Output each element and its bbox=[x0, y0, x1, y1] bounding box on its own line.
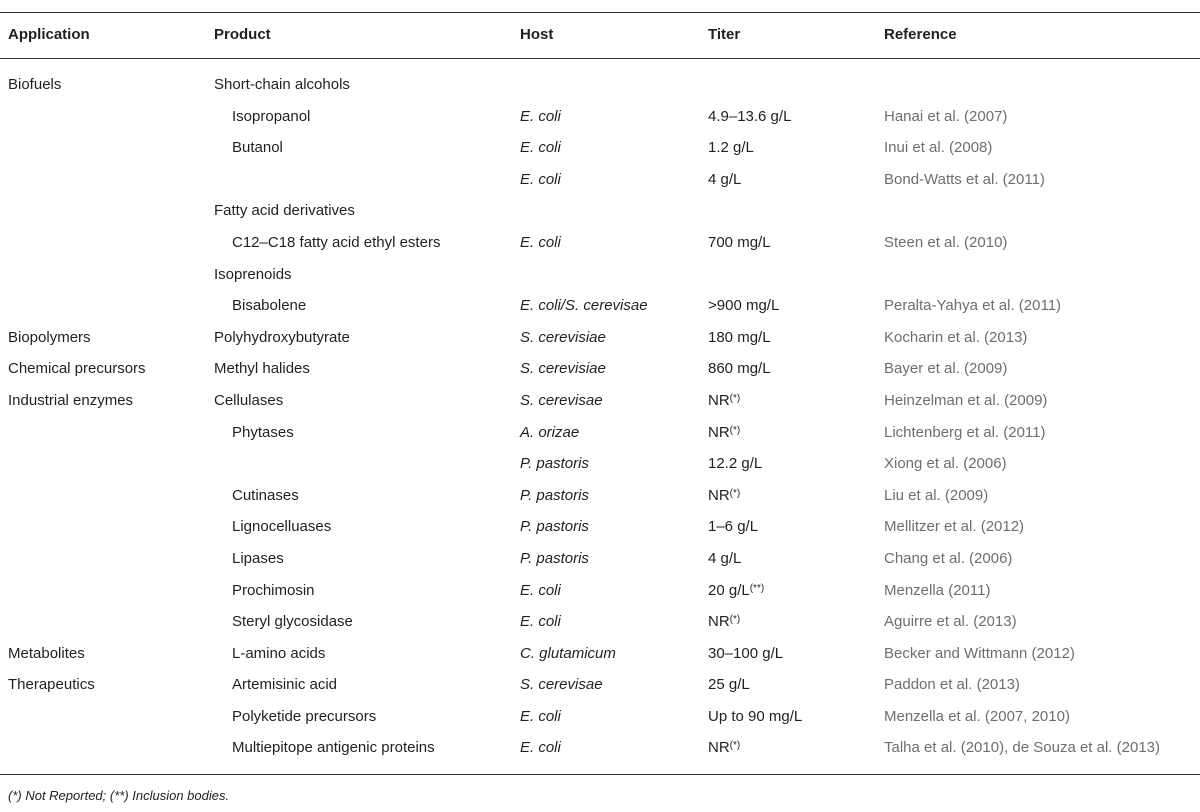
cell-product: Polyhydroxybutyrate bbox=[214, 328, 350, 346]
cell-titer-value: NR bbox=[708, 613, 730, 631]
cell-host: E. coli bbox=[520, 139, 561, 157]
cell-host: P. pastoris bbox=[520, 518, 589, 536]
cell-product: Steryl glycosidase bbox=[232, 613, 353, 631]
cell-titer-value: NR bbox=[708, 423, 730, 441]
table-body bbox=[0, 70, 1200, 765]
cell-titer-footnote-mark: (*) bbox=[729, 424, 741, 436]
cell-titer bbox=[708, 708, 802, 726]
table-row bbox=[0, 228, 1200, 260]
cell-reference: Xiong et al. (2006) bbox=[884, 455, 1007, 473]
table-row bbox=[0, 449, 1200, 481]
cell-product: Fatty acid derivatives bbox=[214, 202, 355, 220]
cell-host: P. pastoris bbox=[520, 455, 589, 473]
table-row bbox=[0, 323, 1200, 355]
cell-host: E. coli/S. cerevisae bbox=[520, 297, 648, 315]
cell-titer bbox=[708, 329, 771, 347]
cell-host: C. glutamicum bbox=[520, 644, 616, 662]
header-product: Product bbox=[214, 26, 271, 43]
cell-reference: Peralta-Yahya et al. (2011) bbox=[884, 297, 1062, 315]
cell-product: Methyl halides bbox=[214, 360, 310, 378]
header-host: Host bbox=[520, 26, 554, 43]
cell-product: Bisabolene bbox=[232, 297, 307, 315]
table-row bbox=[0, 576, 1200, 608]
table-row bbox=[0, 291, 1200, 323]
cell-application: Metabolites bbox=[8, 644, 85, 662]
cell-titer bbox=[708, 297, 779, 315]
cell-host: S. cerevisae bbox=[520, 391, 603, 409]
cell-titer bbox=[708, 582, 764, 600]
header-rule bbox=[0, 58, 1200, 59]
table-row bbox=[0, 733, 1200, 765]
table-row bbox=[0, 133, 1200, 165]
cell-product: Prochimosin bbox=[232, 581, 315, 599]
cell-titer-footnote-mark: (*) bbox=[729, 487, 741, 499]
cell-host: E. coli bbox=[520, 170, 561, 188]
cell-host: S. cerevisiae bbox=[520, 328, 606, 346]
table-row bbox=[0, 386, 1200, 418]
table-row bbox=[0, 607, 1200, 639]
table-row bbox=[0, 512, 1200, 544]
top-rule bbox=[0, 12, 1200, 13]
table-row bbox=[0, 670, 1200, 702]
cell-titer-value: 25 g/L bbox=[708, 676, 750, 694]
cell-titer-footnote-mark: (**) bbox=[749, 582, 765, 594]
table-row bbox=[0, 196, 1200, 228]
cell-reference: Inui et al. (2008) bbox=[884, 139, 993, 157]
cell-reference: Kocharin et al. (2013) bbox=[884, 328, 1028, 346]
cell-reference: Talha et al. (2010), de Souza et al. (2013) bbox=[884, 739, 1161, 757]
cell-titer bbox=[708, 392, 740, 410]
cell-titer-value: 860 mg/L bbox=[708, 360, 771, 378]
cell-titer bbox=[708, 455, 762, 473]
cell-reference: Becker and Wittmann (2012) bbox=[884, 644, 1075, 662]
cell-titer-value: Up to 90 mg/L bbox=[708, 707, 803, 725]
cell-product: Polyketide precursors bbox=[232, 707, 377, 725]
cell-titer bbox=[708, 487, 740, 505]
cell-reference: Chang et al. (2006) bbox=[884, 549, 1013, 567]
cell-product: Phytases bbox=[232, 423, 294, 441]
cell-titer bbox=[708, 613, 740, 631]
cell-product: Lipases bbox=[232, 549, 284, 567]
cell-product: Artemisinic acid bbox=[232, 676, 338, 694]
cell-product: Isopropanol bbox=[232, 107, 311, 125]
cell-reference: Bond-Watts et al. (2011) bbox=[884, 170, 1045, 188]
cell-application: Chemical precursors bbox=[8, 360, 146, 378]
cell-host: S. cerevisae bbox=[520, 676, 603, 694]
cell-host: E. coli bbox=[520, 707, 561, 725]
cell-titer bbox=[708, 108, 791, 126]
cell-titer-value: 30–100 g/L bbox=[708, 644, 784, 662]
header-application: Application bbox=[8, 26, 90, 43]
table-row bbox=[0, 260, 1200, 292]
table-row bbox=[0, 418, 1200, 450]
cell-reference: Steen et al. (2010) bbox=[884, 233, 1008, 251]
cell-titer bbox=[708, 739, 740, 757]
cell-product: L-amino acids bbox=[232, 644, 326, 662]
cell-reference: Heinzelman et al. (2009) bbox=[884, 391, 1048, 409]
cell-reference: Mellitzer et al. (2012) bbox=[884, 518, 1025, 536]
cell-product: Butanol bbox=[232, 139, 283, 157]
cell-host: E. coli bbox=[520, 233, 561, 251]
cell-titer-value: 12.2 g/L bbox=[708, 455, 763, 473]
cell-product: Lignocelluases bbox=[232, 518, 332, 536]
cell-reference: Menzella et al. (2007, 2010) bbox=[884, 707, 1070, 725]
cell-titer-footnote-mark: (*) bbox=[729, 740, 741, 752]
table-header-row bbox=[0, 24, 1200, 48]
cell-reference: Liu et al. (2009) bbox=[884, 486, 989, 504]
cell-titer bbox=[708, 645, 783, 663]
cell-titer-footnote-mark: (*) bbox=[729, 392, 741, 404]
cell-titer bbox=[708, 518, 758, 536]
cell-application: Biofuels bbox=[8, 76, 62, 93]
cell-host: P. pastoris bbox=[520, 486, 589, 504]
table-footnote: (*) Not Reported; (**) Inclusion bodies. bbox=[8, 788, 230, 803]
cell-host: S. cerevisiae bbox=[520, 360, 606, 378]
cell-titer-value: 700 mg/L bbox=[708, 233, 771, 251]
cell-application: Biopolymers bbox=[8, 328, 91, 346]
bottom-rule bbox=[0, 774, 1200, 775]
cell-titer bbox=[708, 360, 771, 378]
cell-titer-value: 1–6 g/L bbox=[708, 518, 759, 536]
cell-product: C12–C18 fatty acid ethyl esters bbox=[232, 233, 441, 251]
cell-host: E. coli bbox=[520, 739, 561, 757]
cell-titer-value: NR bbox=[708, 486, 730, 504]
cell-titer-value: 4.9–13.6 g/L bbox=[708, 107, 792, 125]
cell-reference: Aguirre et al. (2013) bbox=[884, 613, 1017, 631]
cell-titer-value: 20 g/L bbox=[708, 581, 750, 599]
cell-reference: Paddon et al. (2013) bbox=[884, 676, 1020, 694]
cell-titer-value: NR bbox=[708, 739, 730, 757]
cell-application: Therapeutics bbox=[8, 676, 95, 694]
cell-titer-value: 4 g/L bbox=[708, 549, 742, 567]
cell-reference: Bayer et al. (2009) bbox=[884, 360, 1008, 378]
cell-titer bbox=[708, 676, 750, 694]
cell-titer bbox=[708, 171, 741, 189]
cell-reference: Hanai et al. (2007) bbox=[884, 107, 1008, 125]
header-titer: Titer bbox=[708, 26, 741, 43]
cell-host: E. coli bbox=[520, 613, 561, 631]
cell-host: A. orizae bbox=[520, 423, 580, 441]
cell-product: Cellulases bbox=[214, 391, 284, 409]
cell-titer-footnote-mark: (*) bbox=[729, 614, 741, 626]
table-row bbox=[0, 481, 1200, 513]
cell-product: Short-chain alcohols bbox=[214, 76, 350, 93]
cell-reference: Lichtenberg et al. (2011) bbox=[884, 423, 1046, 441]
table-row bbox=[0, 165, 1200, 197]
cell-product: Multiepitope antigenic proteins bbox=[232, 739, 435, 757]
cell-titer-value: >900 mg/L bbox=[708, 297, 780, 315]
table-row bbox=[0, 544, 1200, 576]
cell-titer bbox=[708, 139, 754, 157]
table-row bbox=[0, 102, 1200, 134]
cell-host: P. pastoris bbox=[520, 549, 589, 567]
header-reference: Reference bbox=[884, 26, 957, 43]
cell-titer-value: 1.2 g/L bbox=[708, 139, 754, 157]
table-row bbox=[0, 70, 1200, 102]
table-row bbox=[0, 702, 1200, 734]
cell-host: E. coli bbox=[520, 581, 561, 599]
cell-titer bbox=[708, 550, 741, 568]
table-row bbox=[0, 354, 1200, 386]
cell-product: Isoprenoids bbox=[214, 265, 292, 283]
cell-titer-value: 4 g/L bbox=[708, 170, 742, 188]
cell-titer-value: NR bbox=[708, 391, 730, 409]
cell-reference: Menzella (2011) bbox=[884, 581, 991, 599]
cell-titer-value: 180 mg/L bbox=[708, 328, 771, 346]
cell-product: Cutinases bbox=[232, 486, 299, 504]
table-row bbox=[0, 639, 1200, 671]
cell-host: E. coli bbox=[520, 107, 561, 125]
cell-titer bbox=[708, 424, 740, 442]
cell-titer bbox=[708, 234, 771, 252]
cell-application: Industrial enzymes bbox=[8, 391, 134, 409]
